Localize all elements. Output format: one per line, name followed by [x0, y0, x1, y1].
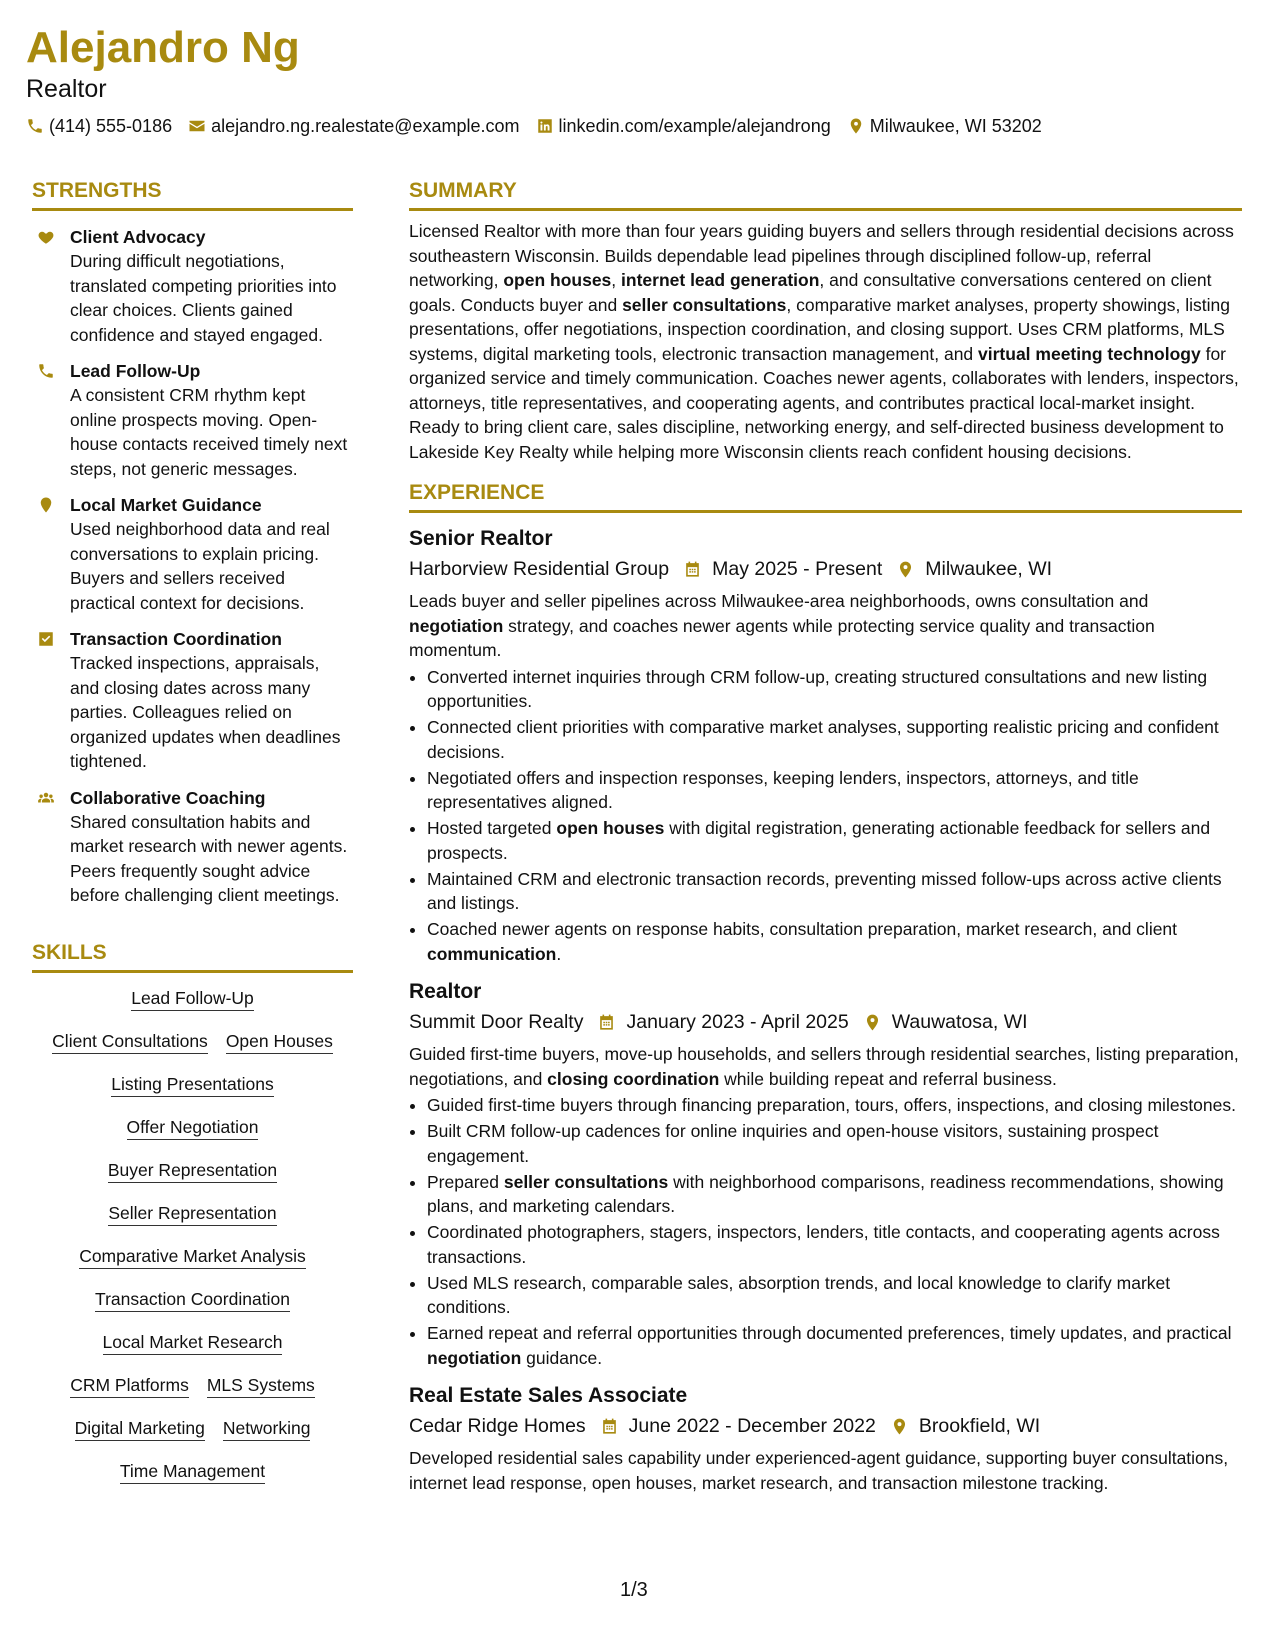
strength-title: Lead Follow-Up [70, 361, 201, 381]
job-meta [409, 1412, 1242, 1440]
job-location: Wauwatosa, WI [891, 1011, 1028, 1033]
skill-row [32, 1245, 353, 1269]
bold-phrase: seller consultations [622, 294, 787, 315]
job-description [409, 1446, 1242, 1495]
job-description [409, 1042, 1242, 1091]
skill-row [32, 1288, 353, 1312]
text-run: . [556, 943, 562, 964]
job-bullet [427, 1119, 1242, 1168]
strength-item [32, 225, 353, 347]
text-run: Coordinated photographers, stagers, inspectors, lenders, title contacts, and cooperating agents across transactions. [427, 1222, 1220, 1267]
text-run: Connected client priorities with comparative market analyses, supporting realistic pricing and confident decisions. [427, 717, 1219, 762]
skill-tag: Lead Follow-Up [131, 987, 254, 1011]
text-run: Hosted targeted [427, 818, 557, 838]
job-company: Cedar Ridge Homes [409, 1415, 586, 1437]
job-bullet [427, 1220, 1242, 1269]
contact-email[interactable] [188, 114, 519, 138]
bold-phrase: open houses [556, 818, 665, 838]
strength-desc: During difficult negotiations, translated competing priorities into clear choices. Clients gained confidence and stayed engaged. [70, 251, 337, 345]
skill-tag: Client Consultations [52, 1030, 208, 1054]
skills-section [32, 940, 353, 1503]
job-bullet [427, 1271, 1242, 1320]
strength-icon-wrap [32, 493, 70, 615]
skill-tag: Seller Representation [108, 1202, 276, 1226]
envelope-icon [188, 117, 206, 135]
text-run: Leads buyer and seller pipelines across Milwaukee-area neighborhoods, owns consultation and [409, 591, 1149, 611]
job-title: Senior Realtor [409, 527, 553, 550]
skills-list [32, 987, 353, 1503]
skill-tag: Offer Negotiation [127, 1116, 259, 1140]
contact-linkedin[interactable] [536, 114, 831, 138]
bold-phrase: communication [427, 943, 557, 964]
linkedin-icon [536, 117, 554, 135]
job-title: Realtor [409, 980, 482, 1003]
job-location: Brookfield, WI [918, 1415, 1041, 1437]
right-column [409, 178, 1242, 1495]
job-title: Real Estate Sales Associate [409, 1384, 688, 1407]
map-pin-icon [863, 1013, 882, 1032]
bold-phrase: virtual meeting technology [978, 343, 1201, 364]
skill-row [32, 1159, 353, 1183]
job-bullet [427, 766, 1242, 815]
job-bullet [427, 715, 1242, 764]
phone-text: (414) 555-0186 [49, 116, 173, 136]
text-run: Guided first-time buyers, move-up households, and sellers through residential searches, listing preparation, negotiations, and [409, 1044, 1239, 1089]
skill-row [32, 1116, 353, 1140]
experience-heading: EXPERIENCE [409, 480, 1242, 513]
text-run: with digital registration, generating actionable feedback for sellers and prospects. [427, 818, 1211, 863]
job-bullet [427, 917, 1242, 966]
bold-phrase: internet lead generation [621, 270, 820, 290]
strength-body [70, 493, 353, 615]
job-dates: June 2022 - December 2022 [628, 1415, 876, 1437]
bold-phrase: seller consultations [503, 1171, 669, 1192]
text-run: Developed residential sales capability under experienced-agent guidance, supporting buyer consultations, internet lead response, open houses, market research, and transaction milestone tracking. [409, 1448, 1229, 1493]
bold-phrase: negotiation [409, 615, 504, 636]
skill-tag: Local Market Research [103, 1331, 283, 1355]
text-run: Maintained CRM and electronic transaction records, preventing missed follow-ups across active clients and listings. [427, 868, 1222, 913]
skill-tag: Listing Presentations [111, 1073, 273, 1097]
text-run: Coached newer agents on response habits, consultation preparation, market research, and client [427, 919, 1178, 939]
text-run: Licensed Realtor with more than four years guiding buyers and sellers through residential decisions across southeastern Wisconsin. Builds dependable lead pipelines through disciplined follow-up, referral networking, [409, 221, 1234, 290]
job-description [409, 589, 1242, 663]
strength-title: Collaborative Coaching [70, 787, 266, 808]
job-company: Harborview Residential Group [409, 558, 670, 580]
text-run: Used MLS research, comparable sales, absorption trends, and local knowledge to clarify market conditions. [427, 1272, 1171, 1317]
bold-phrase: open houses [503, 270, 612, 290]
strength-title: Client Advocacy [70, 227, 206, 247]
summary-text [409, 219, 1242, 464]
calendar-icon [600, 1417, 619, 1436]
text-run: , and consultative conversations centered on client goals. Conducts buyer and [409, 270, 1212, 315]
strength-icon-wrap [32, 627, 70, 774]
job-location: Milwaukee, WI [925, 558, 1053, 580]
strength-title: Local Market Guidance [70, 495, 262, 515]
job-bullet [427, 1170, 1242, 1219]
candidate-name: Alejandro Ng [26, 23, 300, 72]
text-run: Built CRM follow-up cadences for online inquiries and open-house visitors, sustaining prospect engagement. [427, 1121, 1159, 1166]
summary-heading: SUMMARY [409, 178, 1242, 211]
strength-desc: Tracked inspections, appraisals, and closing dates across many parties. Colleagues relied on organized updates when deadlines tightened. [70, 653, 341, 771]
strength-item [32, 786, 353, 908]
page-number: 1/3 [620, 1579, 648, 1601]
strengths-heading: STRENGTHS [32, 178, 353, 211]
job-dates: January 2023 - April 2025 [626, 1011, 849, 1033]
text-run: Negotiated offers and inspection responses, keeping lenders, inspectors, attorneys, and title representatives aligned. [427, 767, 1139, 812]
skill-tag: Comparative Market Analysis [79, 1245, 306, 1269]
job-company: Summit Door Realty [409, 1011, 584, 1033]
strength-body [70, 225, 353, 347]
text-run: , comparative market analyses, property showings, listing presentations, offer negotiations, inspection coordination, and closing support. Uses CRM platforms, MLS systems, digital marketing tools, electronic transaction management, and [409, 294, 1230, 364]
skill-tag: Time Management [120, 1460, 265, 1484]
calendar-icon [683, 560, 702, 579]
candidate-title: Realtor [26, 75, 107, 103]
phone-icon [26, 117, 44, 135]
text-run: Prepared [427, 1171, 504, 1192]
skill-tag: Networking [223, 1417, 311, 1441]
strength-desc: Used neighborhood data and real conversations to explain pricing. Buyers and sellers received practical context for decisions. [70, 519, 330, 613]
strength-title: Transaction Coordination [70, 629, 282, 649]
strength-desc: Shared consultation habits and market research with newer agents. Peers frequently sought advice before challenging client meetings. [70, 811, 348, 905]
text-run: strategy, and coaches newer agents while protecting service quality and transaction momentum. [409, 615, 1155, 660]
job-bullets [409, 1093, 1242, 1370]
text-run: Earned repeat and referral opportunities through documented preferences, timely updates, and practical [427, 1323, 1232, 1343]
strengths-list [32, 225, 353, 908]
skill-row [32, 1202, 353, 1226]
resume-header [26, 20, 1246, 138]
text-run: , [611, 270, 622, 290]
heart-icon [37, 228, 55, 246]
strength-body [70, 359, 353, 481]
skill-row [32, 1030, 353, 1054]
phone-icon [37, 362, 55, 380]
skill-row [32, 1331, 353, 1355]
email-text: alejandro.ng.realestate@example.com [211, 116, 520, 136]
job-bullet [427, 665, 1242, 714]
skill-row [32, 1417, 353, 1441]
strength-body [70, 786, 353, 908]
skill-row [32, 987, 353, 1011]
map-pin-icon [896, 560, 915, 579]
job-bullet [427, 867, 1242, 916]
skill-tag: CRM Platforms [70, 1374, 189, 1398]
calendar-icon [597, 1013, 616, 1032]
text-run: while building repeat and referral business. [719, 1068, 1057, 1089]
experience-list [409, 525, 1242, 1495]
strength-body [70, 627, 353, 774]
text-run: Converted internet inquiries through CRM follow-up, creating structured consultations and new listing opportunities. [427, 666, 1208, 711]
skill-row [32, 1460, 353, 1484]
skill-row [32, 1374, 353, 1398]
linkedin-text: linkedin.com/example/alejandrong [558, 116, 831, 136]
text-run: with neighborhood comparisons, readiness recommendations, showing plans, and marketing calendars. [427, 1171, 1224, 1216]
strength-icon-wrap [32, 359, 70, 481]
strength-item [32, 359, 353, 481]
job-meta [409, 1008, 1242, 1036]
job-dates: May 2025 - Present [712, 558, 883, 580]
job-bullet [427, 816, 1242, 865]
skill-tag: Buyer Representation [108, 1159, 277, 1183]
skill-row [32, 1073, 353, 1097]
skill-tag: MLS Systems [207, 1374, 315, 1398]
left-column [32, 178, 353, 1503]
job-entry [409, 525, 1242, 966]
map-pin-icon [847, 117, 865, 135]
job-meta [409, 555, 1242, 583]
job-entry [409, 978, 1242, 1370]
strength-icon-wrap [32, 225, 70, 347]
strength-icon-wrap [32, 786, 70, 908]
strength-desc: A consistent CRM rhythm kept online prospects moving. Open-house contacts received timely next steps, not generic messages. [70, 385, 348, 479]
job-entry [409, 1382, 1242, 1495]
skill-tag: Open Houses [226, 1030, 333, 1054]
text-run: Guided first-time buyers through financing preparation, tours, offers, inspections, and closing milestones. [427, 1095, 1236, 1115]
job-bullet [427, 1321, 1242, 1370]
job-bullet [427, 1093, 1242, 1118]
bold-phrase: closing coordination [547, 1068, 720, 1089]
strength-item [32, 627, 353, 774]
map-pin-icon [37, 496, 55, 514]
skill-tag: Transaction Coordination [95, 1288, 290, 1312]
checkbox-icon [37, 630, 55, 648]
skill-tag: Digital Marketing [75, 1417, 205, 1441]
users-icon [37, 789, 55, 807]
contact-location [847, 114, 1042, 138]
strength-item [32, 493, 353, 615]
contact-phone[interactable] [26, 114, 172, 138]
text-run: guidance. [521, 1347, 603, 1368]
skills-heading: SKILLS [32, 940, 353, 973]
text-run: for organized service and timely communication. Coaches newer agents, collaborates with lenders, inspectors, attorneys, title representatives, and cooperating agents, and contributes practical local-market insight. Ready to bring client care, sales discipline, networking energy, and self-directed business development to Lakeside Key Realty while helping more Wisconsin clients reach confident housing decisions. [409, 343, 1239, 462]
bold-phrase: negotiation [427, 1347, 522, 1368]
job-bullets [409, 665, 1242, 967]
location-text: Milwaukee, WI 53202 [869, 116, 1042, 136]
contact-bar [26, 114, 1246, 138]
map-pin-icon [890, 1417, 909, 1436]
